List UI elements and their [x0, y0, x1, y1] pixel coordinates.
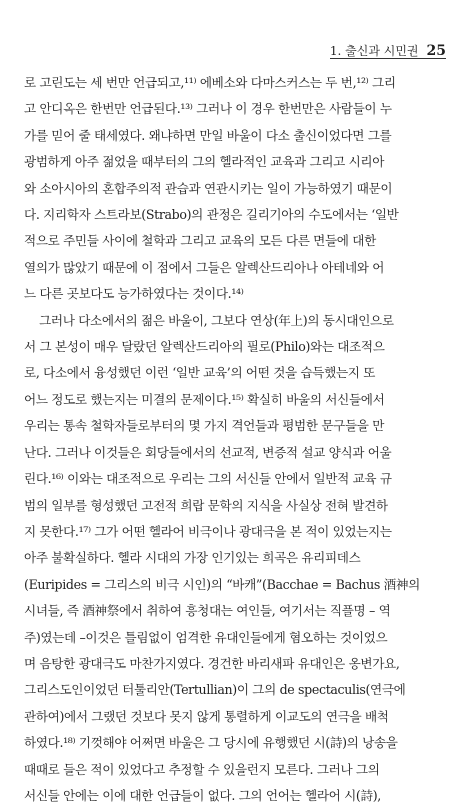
text-line: 열의가 많았기 때문에 이 점에서 그들은 알렉산드리아나 아테네와 어: [24, 259, 385, 275]
text-line: 서신들 안에는 이에 대한 언급들이 없다. 그의 언어는 헬라어 시(詩),: [24, 787, 381, 803]
text-line: 우리는 통속 철학자들로부터의 몇 가지 격언들과 평범한 문구들을 만: [24, 418, 385, 434]
text-line: 린다.¹⁶⁾ 이와는 대조적으로 우리는 그의 서신들 안에서 일반적 교육 규: [24, 471, 392, 487]
text-line: 시녀들, 즉 酒神祭에서 취하여 흥청대는 여인들, 여기서는 직플명 – 역: [24, 603, 391, 619]
text-line: 그리스도인이었던 터툴리안(Tertullian)이 그의 de spectaculis(연극에: [24, 682, 406, 698]
paragraph-1: [24, 70, 446, 308]
text-line: 로 고린도는 세 번만 언급되고,¹¹⁾ 에베소와 다마스커스는 두 번,¹²⁾ 그리: [24, 75, 396, 90]
text-line: 어느 정도로 했는지는 미결의 문제이다.¹⁵⁾ 확실히 바울의 서신들에서: [24, 391, 385, 407]
text-line: 주)였는데 –이것은 틀림없이 엄격한 유대인들에게 혐오하는 것이었으: [24, 629, 388, 645]
running-header: [330, 42, 446, 59]
text-line: 느 다른 곳보다도 능가하였다는 것이다.¹⁴⁾: [24, 286, 244, 302]
header-rule: [330, 58, 446, 59]
text-line: 범의 일부를 형성했던 고전적 희랍 문학의 지식을 사실상 전혀 발견하: [24, 497, 388, 513]
text-line: 그러나 다소에서의 젊은 바울이, 그보다 연상(年上)의 동시대인으로: [39, 312, 394, 328]
text-line: 지 못한다.¹⁷⁾ 그가 어떤 헬라어 비극이나 광대극을 본 적이 있었는지는: [24, 523, 392, 539]
text-line: 때때로 들은 적이 있었다고 추정할 수 있을런지 모른다. 그러나 그의: [24, 761, 380, 777]
text-line: 관하여)에서 그랬던 것보다 못지 않게 통렬하게 이교도의 연극을 배척: [24, 708, 389, 724]
text-line: 난다. 그러나 이것들은 회당들에서의 선교적, 변증적 설교 양식과 어울: [24, 444, 392, 460]
text-line: 다. 지리학자 스트라보(Strabo)의 관정은 길리기아의 수도에서는 ‘일반: [24, 207, 399, 223]
text-line: 광범하게 아주 젊었을 때부터의 그의 헬라적인 교육과 그리고 시리아: [24, 154, 385, 170]
text-line: 적으로 주민들 사이에 철학과 그리고 교육의 모든 다른 면들에 대한: [24, 233, 376, 249]
text-line: 로, 다소에서 융성했던 이런 ‘일반 교육’의 어떤 것을 습득했는지 또: [24, 365, 376, 381]
text-line: 고 안디옥은 한번만 언급된다.¹³⁾ 그러나 이 경우 한번만은 사람들이 누: [24, 101, 392, 117]
text-line: 하였다.¹⁸⁾ 기껏해야 어쩌면 바울은 그 당시에 유행했던 시(詩)의 낭송을: [24, 735, 398, 751]
paragraph-2: [24, 308, 446, 809]
text-line: 가를 믿어 줄 태세였다. 왜냐하면 만일 바울이 다소 출신이었다면 그를: [24, 127, 392, 143]
text-line: (Euripides = 그리스의 비극 시인)의 “바캐”(Bacchae = Bachus 酒神의: [24, 576, 420, 592]
text-line: 와 소아시아의 혼합주의적 관습과 연관시키는 일이 가능하였기 때문이: [24, 180, 393, 196]
text-line: 서 그 본성이 매우 달랐던 알렉산드리아의 필로(Philo)와는 대조적으: [24, 339, 385, 355]
text-line: 며 음탕한 광대극도 마찬가지였다. 경건한 바리새파 유대인은 옹변가요,: [24, 655, 400, 671]
text-line: 아주 불확실하다. 헬라 시대의 가장 인기있는 희곡은 유리피데스: [24, 550, 361, 566]
page-number: 25: [426, 43, 446, 59]
body-text: [24, 70, 446, 809]
chapter-title: 1. 출신과 시민권: [329, 44, 419, 58]
